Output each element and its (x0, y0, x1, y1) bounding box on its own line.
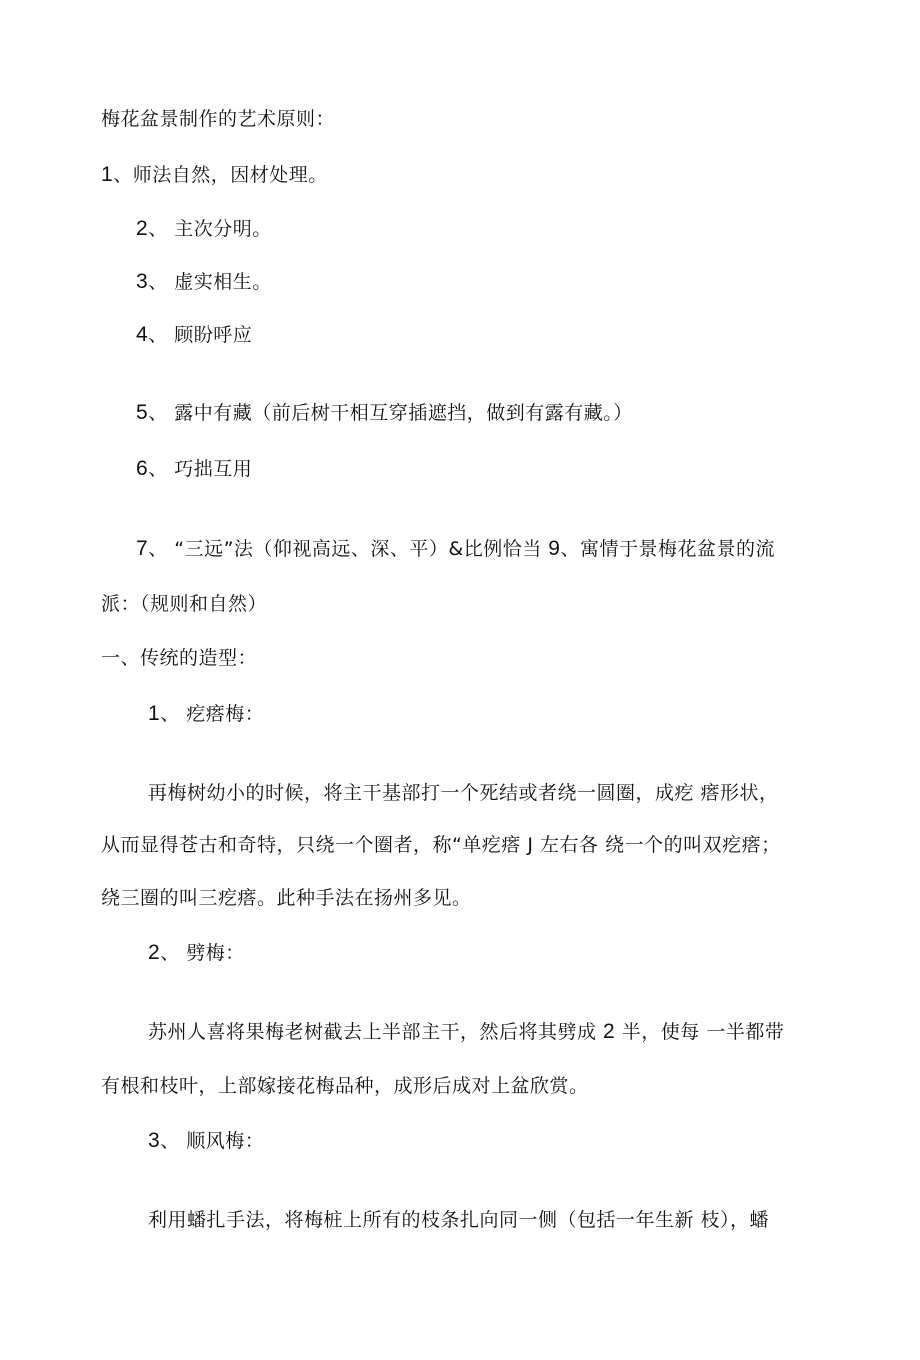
principle-7 (136, 536, 775, 562)
principle-number: 7 (136, 537, 149, 560)
principle-2 (136, 216, 272, 242)
principle-4 (136, 322, 252, 348)
style-title: 、 顺风梅： (160, 1130, 265, 1152)
principle-number: 6 (136, 457, 149, 480)
principle-number-9: 9 (548, 537, 561, 560)
principle-number: 2 (136, 217, 149, 240)
para-text-cont: 半，使每 一半都带 (615, 1021, 785, 1043)
principle-number: 4 (136, 323, 149, 346)
principle-number: 5 (136, 401, 149, 424)
principle-text: 、 顾盼呼应 (148, 324, 253, 346)
style-3-title (148, 1128, 264, 1154)
para-text: 苏州人喜将果梅老树截去上半部主干，然后将其劈成 (148, 1021, 604, 1043)
style-number: 3 (148, 1129, 161, 1152)
principle-6 (136, 456, 252, 482)
style-1-para-line-1: 再梅树幼小的时候，将主干基部打一个死结或者绕一圆圈，成疙 瘩形状， (148, 782, 779, 804)
section-heading: 一、传统的造型： (101, 647, 258, 669)
style-1-para-line-2: 从而显得苍古和奇特，只绕一个圈者，称“单疙瘩 J 左右各 绕一个的叫双疙瘩； (101, 834, 781, 856)
principle-text-cont: 、寓情于景梅花盆景的流 (560, 538, 775, 560)
style-2-para-line-2: 有根和枝叶，上部嫁接花梅品种，成形后成对上盆欣赏。 (101, 1075, 589, 1097)
style-1-para-line-3: 绕三圈的叫三疙瘩。此种手法在扬州多见。 (101, 887, 472, 909)
principle-5 (136, 400, 633, 426)
style-1-title (148, 701, 264, 727)
heading: 梅花盆景制作的艺术原则： (101, 108, 336, 130)
principle-1 (101, 162, 328, 188)
style-number: 2 (148, 941, 161, 964)
principle-number: 3 (136, 270, 149, 293)
principle-3 (136, 269, 272, 295)
principle-text: 、 主次分明。 (148, 218, 272, 240)
style-2-para-line-1 (148, 1019, 784, 1045)
principle-text: 、 露中有藏（前后树干相互穿插遮挡，做到有露有藏。） (148, 402, 633, 424)
principle-text: 、 巧拙互用 (148, 458, 253, 480)
principle-7-continuation: 派：（规则和自然） (101, 593, 268, 615)
style-title: 、 劈梅： (160, 942, 245, 964)
principle-text: 、 虚实相生。 (148, 271, 272, 293)
principle-number: 1 (101, 163, 114, 186)
principle-text: 、 “三远”法（仰视高远、深、平）&比例恰当 (148, 538, 549, 560)
principle-text: 、师法自然，因材处理。 (113, 164, 328, 186)
style-2-title (148, 940, 245, 966)
para-number: 2 (603, 1020, 616, 1043)
style-number: 1 (148, 702, 161, 725)
style-title: 、 疙瘩梅： (160, 703, 265, 725)
style-3-para-line-1: 利用蟠扎手法，将梅桩上所有的枝条扎向同一侧（包括一年生新 枝），蟠 (148, 1209, 770, 1231)
